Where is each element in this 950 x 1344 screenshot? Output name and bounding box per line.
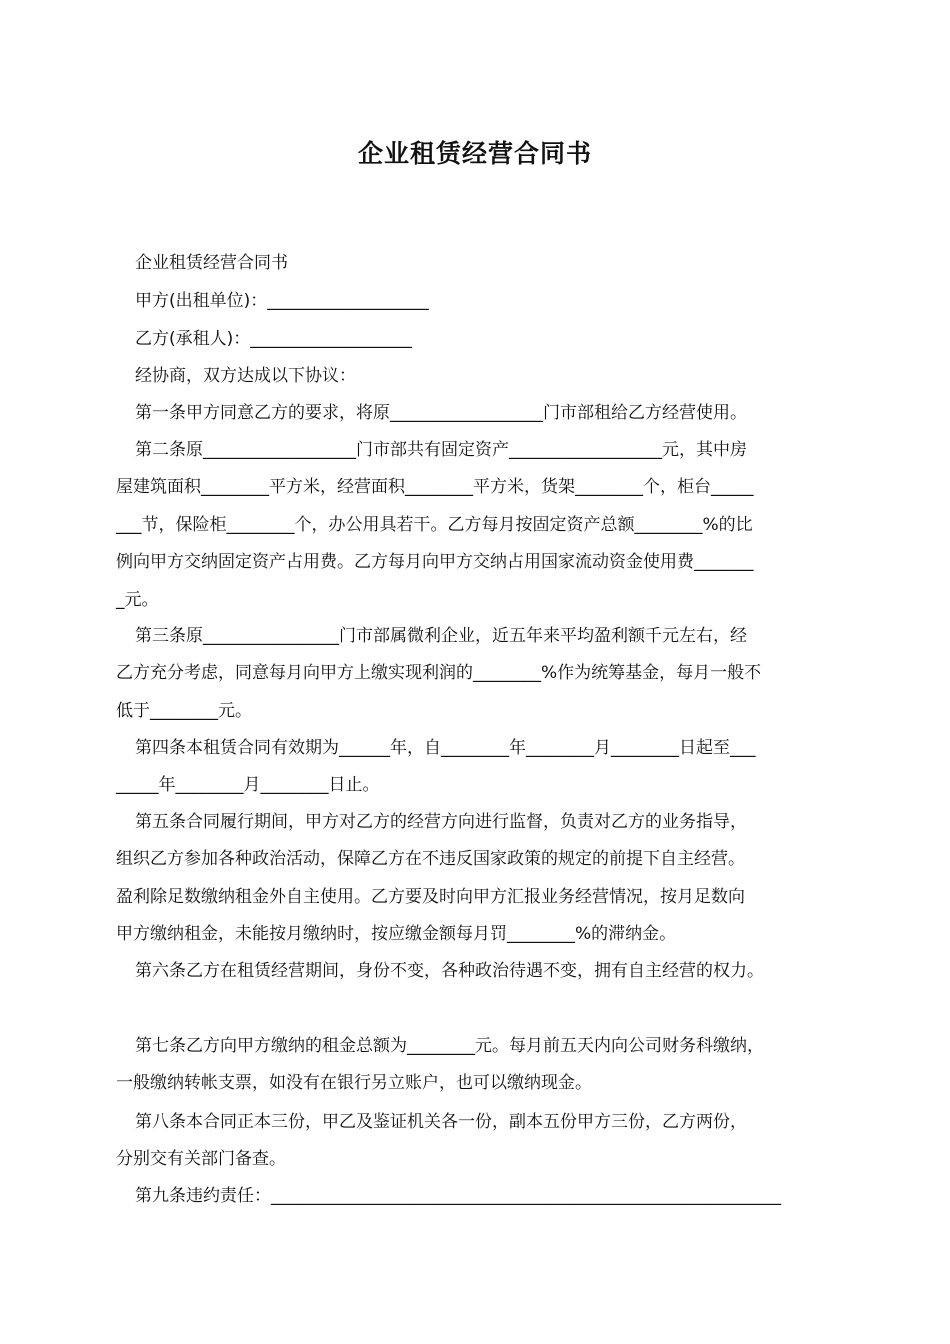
article-5-line-4: 甲方缴纳租金，未能按月缴纳时，按应缴金额每月罚________%的滞纳金。	[116, 924, 677, 944]
article-2-line-3: ___节，保险柜________个，办公用具若干。乙方每月按固定资产总额________%的比	[116, 515, 753, 535]
article-2-line-1: 第二条原__________________门市部共有固定资产__________________元，其中房	[135, 440, 747, 460]
article-2-line-4: 例向甲方交纳固定资产占用费。乙方每月向甲方交纳占用国家流动资金使用费_______	[116, 552, 754, 572]
article-2-line-5: _元。	[116, 590, 159, 610]
article-8-line-2: 分别交有关部门备查。	[116, 1149, 286, 1169]
subtitle-line: 企业租赁经营合同书	[135, 253, 288, 273]
article-5-line-2: 组织乙方参加各种政治活动，保障乙方在不违反国家政策的规定的前提下自主经营。	[116, 849, 745, 869]
intro-line: 经协商，双方达成以下协议：	[135, 366, 356, 386]
article-3-line-1: 第三条原________________门市部属微利企业，近五年来平均盈利额千元左右，经	[135, 626, 747, 646]
article-7-line-1: 第七条乙方向甲方缴纳的租金总额为________元。每月前五天内向公司财务科缴纳，	[135, 1036, 764, 1056]
party-b-line: 乙方(承租人)：___________________	[135, 329, 412, 349]
article-5-line-3: 盈利除足数缴纳租金外自主使用。乙方要及时向甲方汇报业务经营情况，按月足数向	[116, 887, 745, 907]
article-6-line: 第六条乙方在租赁经营期间，身份不变，各种政治待遇不变，拥有自主经营的权力。	[135, 961, 764, 981]
party-a-line: 甲方(出租单位)：___________________	[135, 291, 429, 311]
article-9-line: 第九条违约责任：____________________________________________________________	[135, 1186, 781, 1206]
article-8-line-1: 第八条本合同正本三份，甲乙及鉴证机关各一份，副本五份甲方三份，乙方两份，	[135, 1112, 747, 1132]
article-5-line-1: 第五条合同履行期间，甲方对乙方的经营方向进行监督，负责对乙方的业务指导，	[135, 812, 747, 832]
article-4-line-2: _____年________月________日止。	[116, 775, 380, 795]
article-1-line: 第一条甲方同意乙方的要求，将原__________________门市部租给乙方经营使用。	[135, 403, 747, 423]
article-3-line-2: 乙方充分考虑，同意每月向甲方上缴实现利润的________%作为统筹基金，每月一般不	[116, 663, 762, 683]
document-title: 企业租赁经营合同书	[357, 139, 592, 168]
article-3-line-3: 低于________元。	[116, 701, 252, 721]
article-4-line-1: 第四条本租赁合同有效期为______年，自________年________月________日起至___	[135, 738, 756, 758]
article-2-line-2: 屋建筑面积________平方米，经营面积________平方米，货架________个，柜台_____	[116, 477, 754, 497]
article-7-line-2: 一般缴纳转帐支票，如没有在银行另立账户，也可以缴纳现金。	[116, 1073, 592, 1093]
